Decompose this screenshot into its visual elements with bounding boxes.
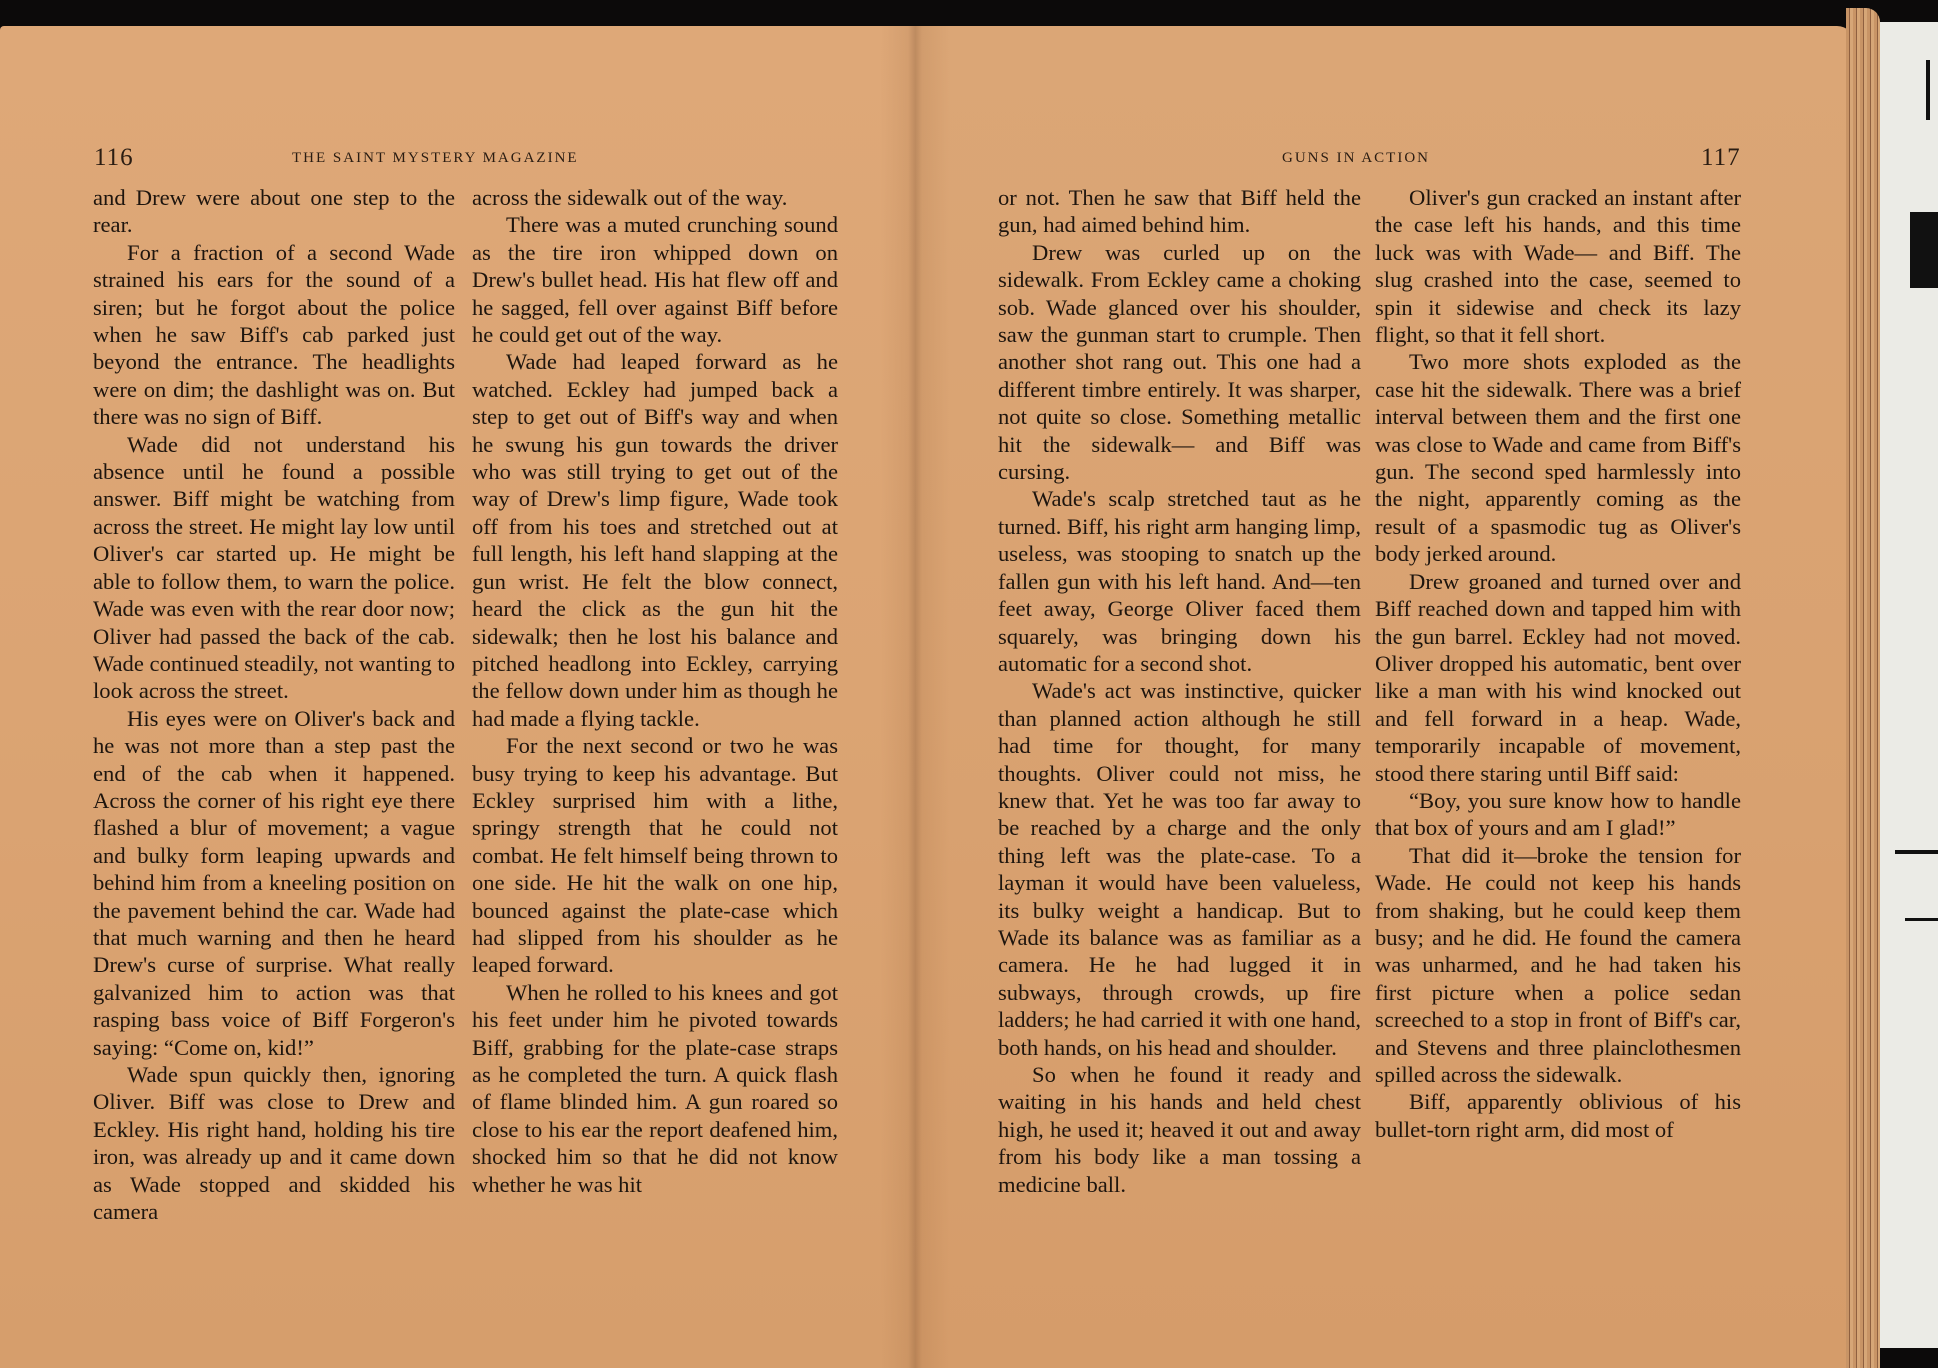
paragraph: Two more shots exploded as the case hit the sidewalk. There was a brief interval between them and the first one was close to Wade and came from Biff's gun. The second sped harmlessly into the night, apparently coming as the result of a spasmodic tug as Oliver's body jerked around. [1375, 349, 1741, 567]
background-mark [1910, 212, 1938, 288]
paragraph: When he rolled to his knees and got his feet under him he pivoted towards Biff, grabbing for the plate-case straps as he completed the turn. A quick flash of flame blinded him. A gun roared so close to his ear the report deafened him, shocked him so that he did not know whether he was hit [472, 979, 838, 1197]
paragraph: Wade had leaped forward as he watched. Eckley had jumped back a step to get out of Biff's way and when he swung his gun towards the driver who was still trying to get out of the way of Drew's limp figure, Wade took off from his toes and stretched out at full length, his left hand slapping at the gun wrist. He felt the blow connect, heard the click as the gun hit the sidewalk; then he lost his balance and pitched headlong into Eckley, carrying the fellow down under him as though he had made a flying tackle. [472, 349, 838, 731]
left-page-number: 116 [94, 144, 134, 171]
paragraph: Wade's act was instinctive, quicker than planned action although he still had time for thought, for many thoughts. Oliver could not miss, he knew that. Yet he was too far away to be reached by a charge and the only thing left was the plate-case. To a layman it would have been valueless, its bulky weight a handicap. But to Wade its balance was as familiar as a camera. He he had lugged it in subways, through crowds, up fire ladders; he had carried it with one hand, both hands, on his head and shoulder. [998, 678, 1361, 1060]
paragraph: There was a muted crunching sound as the tire iron whipped down on Drew's bullet head. His hat flew off and he sagged, fell over against Biff before he could get out of the way. [472, 212, 838, 348]
paragraph: Drew groaned and turned over and Biff reached down and tapped him with the gun barrel. Eckley had not moved. Oliver dropped his automatic, bent over like a man with his wind knocked out and fell forward in a heap. Wade, temporarily incapable of movement, stood there staring until Biff said: [1375, 568, 1741, 786]
paragraph: Wade did not understand his absence until he found a possible answer. Biff might be watching from across the street. He might lay low until Oliver's car started up. He might be able to follow them, to warn the police. Wade was even with the rear door now; Oliver had passed the back of the cab. Wade continued steadily, not wanting to look across the street. [93, 431, 455, 704]
paragraph: For a fraction of a second Wade strained his ears for the sound of a siren; but he forgot about the police when he saw Biff's cab parked just beyond the entrance. The headlights were on dim; the dashlight was on. But there was no sign of Biff. [93, 239, 455, 430]
left-running-head: THE SAINT MYSTERY MAGAZINE [292, 150, 579, 166]
right-page [915, 26, 1855, 1368]
left-column-2 [472, 184, 838, 1198]
background-mark [1926, 60, 1930, 120]
right-running-head: GUNS IN ACTION [1282, 150, 1430, 166]
paragraph: For the next second or two he was busy trying to keep his advantage. But Eckley surprised him with a lithe, springy strength that he could not combat. He felt himself being thrown to one side. He hit the walk on one hip, bounced against the plate-case which had slipped from his shoulder as he leaped forward. [472, 733, 838, 978]
right-page-number: 117 [1701, 144, 1741, 171]
paragraph: or not. Then he saw that Biff held the gun, had aimed behind him. [998, 185, 1361, 238]
paragraph: His eyes were on Oliver's back and he was not more than a step past the end of the cab when it happened. Across the corner of his right eye there flashed a blur of movement; a vague and bulky form leaping upwards and behind him from a kneeling position on the pavement behind the car. Wade had that much warning and then he heard Drew's curse of surprise. What really galvanized him to action was that rasping bass voice of Biff Forgeron's saying: “Come on, kid!” [93, 705, 455, 1060]
paragraph: “Boy, you sure know how to handle that box of yours and am I glad!” [1375, 787, 1741, 841]
right-column-1 [998, 184, 1361, 1198]
paragraph: Biff, apparently oblivious of his bullet-torn right arm, did most of [1375, 1089, 1741, 1142]
page-stack-edges [1846, 8, 1880, 1368]
paragraph: Wade spun quickly then, ignoring Oliver. Biff was close to Drew and Eckley. His right hand, holding his tire iron, was already up and it came down as Wade stopped and skidded his camera [93, 1062, 455, 1225]
paragraph: So when he found it ready and waiting in his hands and held chest high, he used it; heaved it out and away from his body like a man tossing a medicine ball. [998, 1062, 1361, 1197]
left-column-1 [93, 184, 455, 1225]
background-mark [1905, 918, 1938, 921]
right-column-2 [1375, 184, 1741, 1143]
left-page [0, 26, 915, 1368]
paragraph: across the sidewalk out of the way. [472, 185, 788, 210]
paragraph: Wade's scalp stretched taut as he turned. Biff, his right arm hanging limp, useless, was stooping to snatch up the fallen gun with his left hand. And—ten feet away, George Oliver faced them squarely, was bringing down his automatic for a second shot. [998, 486, 1361, 676]
paragraph: Drew was curled up on the sidewalk. From Eckley came a choking sob. Wade glanced over his shoulder, saw the gunman start to crumple. Then another shot rang out. This one had a different timbre entirely. It was sharper, not quite so close. Something metallic hit the sidewalk— and Biff was cursing. [998, 239, 1361, 485]
paragraph: and Drew were about one step to the rear. [93, 185, 455, 238]
paragraph: Oliver's gun cracked an instant after the case left his hands, and this time luck was with Wade— and Biff. The slug crashed into the case, seemed to spin it sidewise and check its lazy flight, so that it fell short. [1375, 185, 1741, 348]
background-mark [1895, 850, 1938, 854]
paragraph: That did it—broke the tension for Wade. He could not keep his hands from shaking, but he could keep them busy; and he did. He found the camera was unharmed, and he had taken his first picture when a police sedan screeched to a stop in front of Biff's car, and Stevens and three plainclothesmen spilled across the sidewalk. [1375, 842, 1741, 1087]
